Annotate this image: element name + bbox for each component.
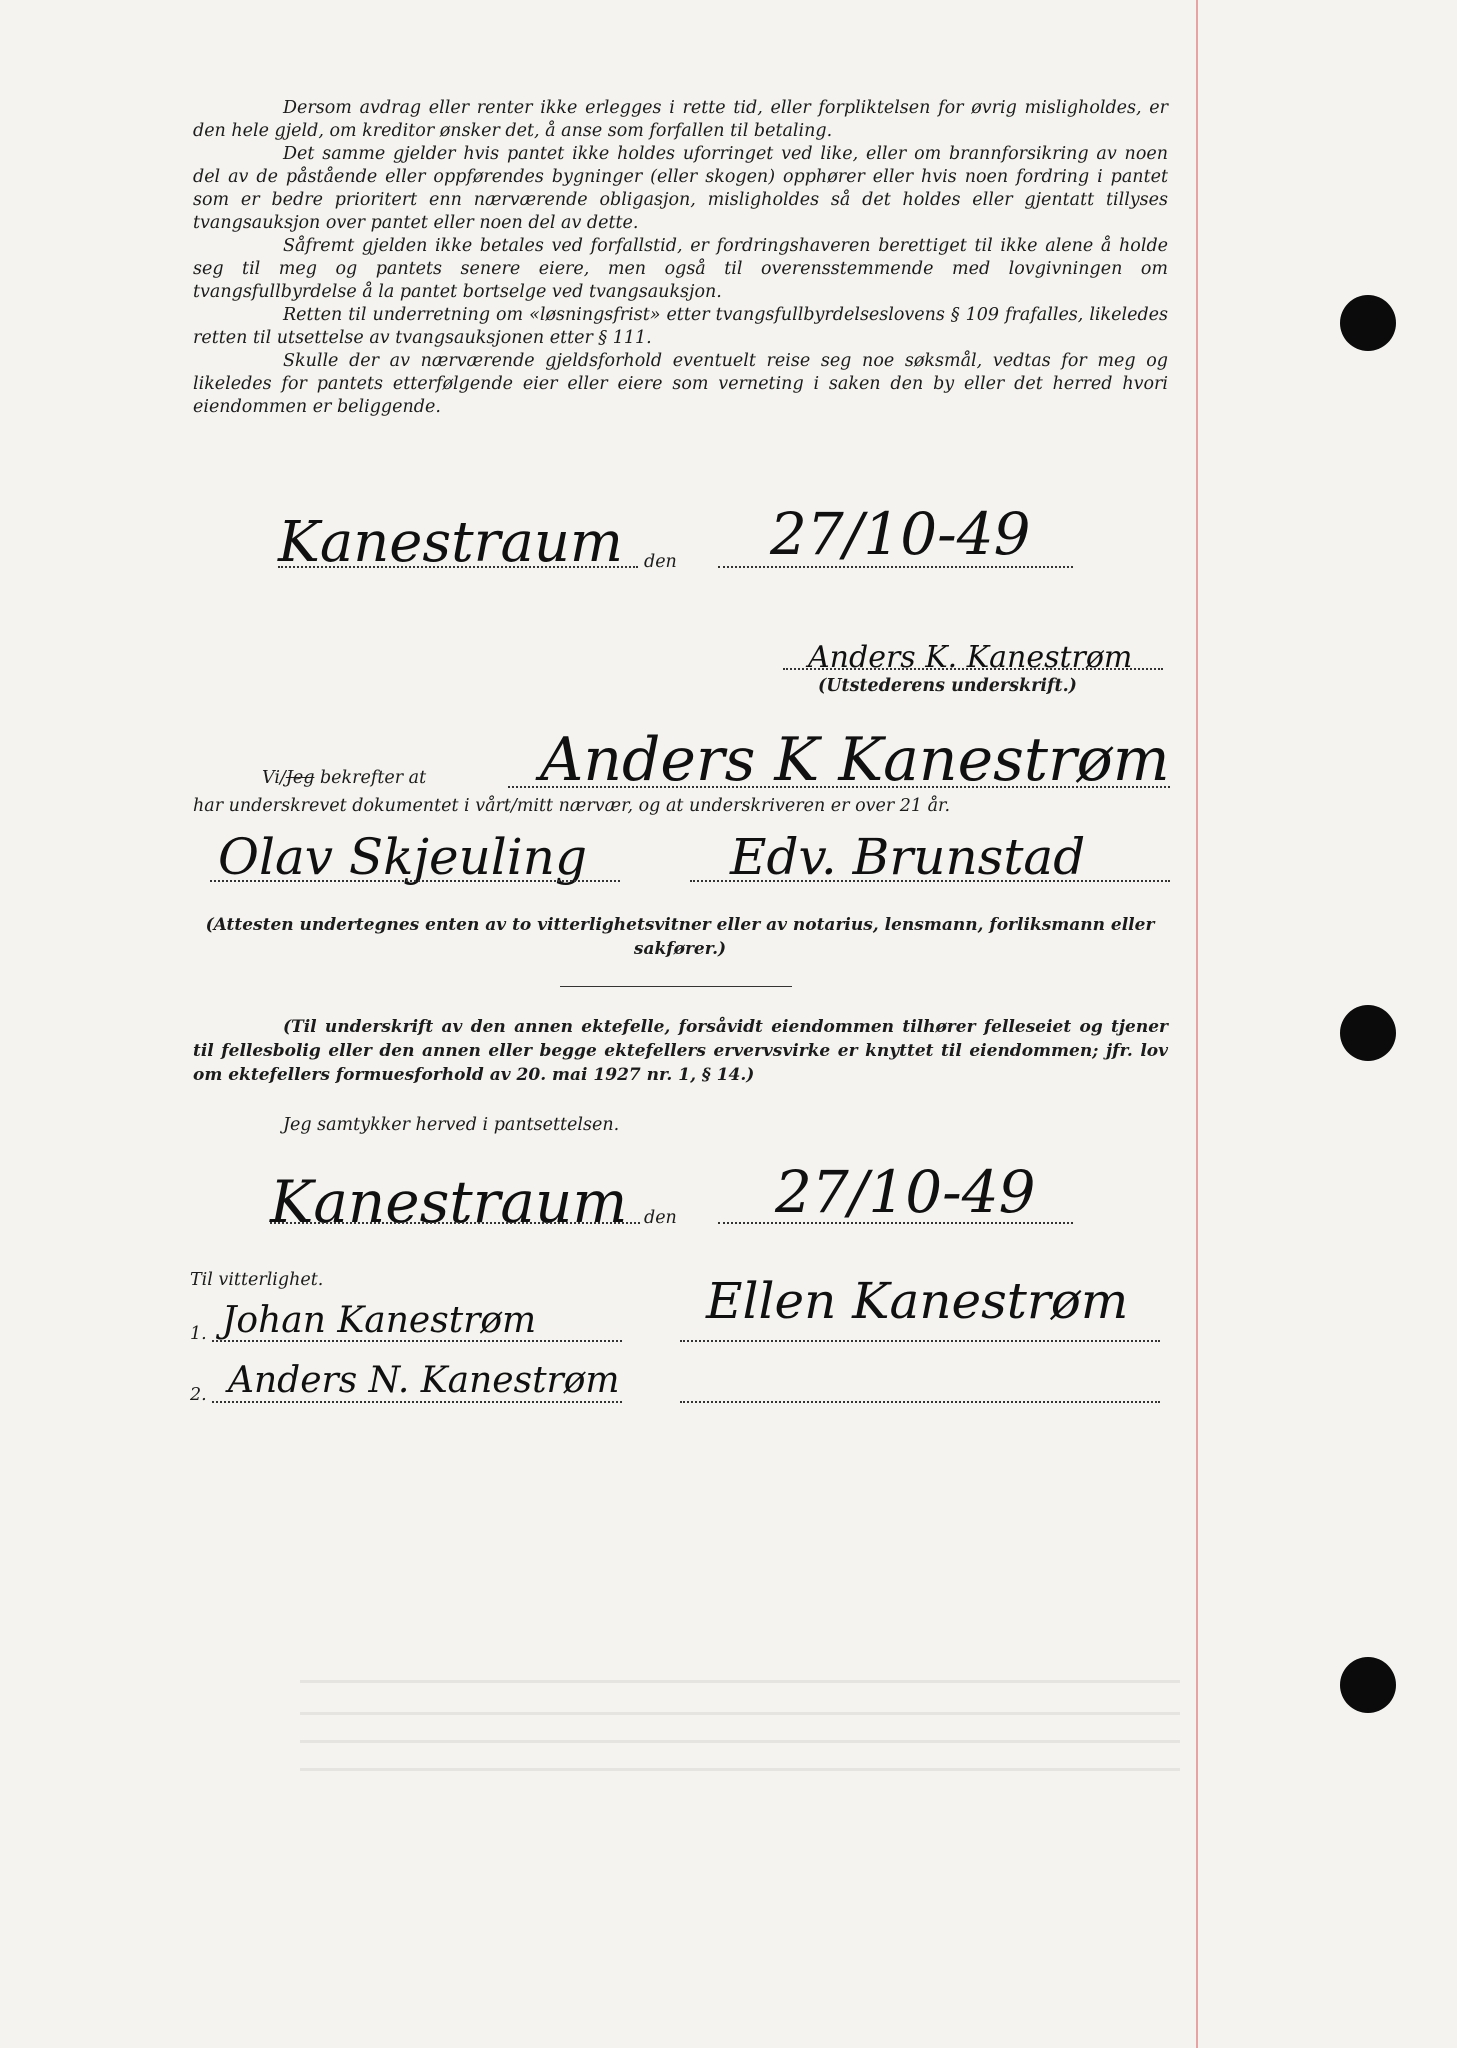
handwritten-place-2: Kanestraum	[270, 1168, 628, 1236]
spouse-note: (Til underskrift av den annen ektefelle, forsåvidt eiendommen tilhører felleseiet og tjener til fellesbolig eller den annen eller begge ektefellers ervervsvirke er knyttet til eiendommen; jfr. lov om ektefellers formuesforhold av 20. mai 1927 nr. 1, § 14.)	[193, 1017, 1168, 1085]
dotted-line	[718, 1222, 1073, 1224]
handwritten-place: Kanestraum	[278, 510, 623, 575]
dotted-line	[783, 668, 1163, 670]
paragraph-default: Dersom avdrag eller renter ikke erlegges i rette tid, eller forpliktelsen for øvrig misligholdes, er den hele gjeld, om kreditor ønsker det, å anse som forfallen til betaling.	[193, 98, 1168, 141]
witness-number-2: 2.	[190, 1385, 207, 1405]
witness-signature-1: Olav Skjeuling	[218, 828, 587, 886]
attest-note: (Attesten undertegnes enten av to vitterlighetsvitner eller av notarius, lensmann, forliksmann eller sakfører.)	[205, 915, 1155, 959]
attested-name: Anders K Kanestrøm	[540, 725, 1170, 795]
witness-heading: Til vitterlighet.	[190, 1270, 324, 1290]
dotted-line	[690, 880, 1170, 882]
witness-signature-2: Edv. Brunstad	[730, 828, 1086, 886]
spouse-signature: Ellen Kanestrøm	[706, 1272, 1129, 1330]
den-label: den	[644, 552, 677, 572]
attest-prefix-vi: Vi/	[262, 768, 286, 788]
attest-prefix	[262, 768, 426, 788]
witness-number-1: 1.	[190, 1324, 207, 1344]
issuer-caption: (Utstederens underskrift.)	[818, 676, 1077, 696]
dotted-line	[210, 880, 620, 882]
dotted-line	[718, 566, 1073, 568]
paragraph-venue: Skulle der av nærværende gjeldsforhold eventuelt reise seg noe søksmål, vedtas for meg og likeledes for pantets etterfølgende eier eller eiere som verneting i saken den by eller det herred hvori eiendommen er beliggende.	[193, 351, 1168, 417]
paragraph-enforcement: Såfremt gjelden ikke betales ved forfallstid, er fordringshaveren berettiget til ikke alene å holde seg til meg og pantets senere eiere, men også til overensstemmende med lovgivningen om tvangsfullbyrdelse å la pantet bortselge ved tvangsauksjon.	[193, 236, 1168, 302]
witness-signature-3: Johan Kanestrøm	[222, 1300, 537, 1341]
issuer-signature: Anders K. Kanestrøm	[808, 640, 1133, 675]
paragraph-notice: Retten til underretning om «løsningsfrist» etter tvangsfullbyrdelseslovens § 109 frafalles, likeledes retten til utsettelse av tvangsauksjonen etter § 111.	[193, 305, 1168, 348]
bleed-through	[300, 1712, 1180, 1715]
attest-statement: har underskrevet dokumentet i vårt/mitt nærvær, og at underskriveren er over 21 år.	[193, 796, 951, 816]
dotted-line	[680, 1401, 1160, 1403]
dotted-line	[212, 1401, 622, 1403]
punch-hole-icon	[1340, 1657, 1396, 1713]
terms-text	[193, 97, 1168, 419]
bleed-through	[300, 1768, 1180, 1771]
dotted-line	[508, 786, 1170, 788]
bleed-through	[300, 1740, 1180, 1743]
bleed-through	[300, 1680, 1180, 1683]
punch-hole-icon	[1340, 295, 1396, 351]
paragraph-collateral: Det samme gjelder hvis pantet ikke holdes uforringet ved like, eller om brannforsikring av noen del av de påstående eller oppførendes bygninger (eller skogen) opphører eller hvis noen fordring i pantet som er bedre prioritert enn nærværende obligasjon, misligholdes så det holdes eller gjentatt tillyses tvangsauksjon over pantet eller noen del av dette.	[193, 144, 1168, 233]
den-label-2: den	[644, 1208, 677, 1228]
dotted-line	[270, 1222, 640, 1224]
dotted-line	[278, 566, 638, 568]
dotted-line	[212, 1340, 622, 1342]
handwritten-date-2: 27/10-49	[775, 1158, 1036, 1226]
dotted-line	[680, 1340, 1160, 1342]
red-margin-line	[1196, 0, 1198, 2048]
separator-line	[560, 986, 792, 987]
punch-hole-icon	[1340, 1005, 1396, 1061]
attest-prefix-jeg: Jeg	[285, 768, 315, 788]
witness-signature-4: Anders N. Kanestrøm	[228, 1360, 620, 1401]
attest-prefix-rest: bekrefter at	[314, 768, 427, 788]
consent-statement: Jeg samtykker herved i pantsettelsen.	[283, 1115, 620, 1135]
handwritten-date: 27/10-49	[770, 500, 1031, 568]
